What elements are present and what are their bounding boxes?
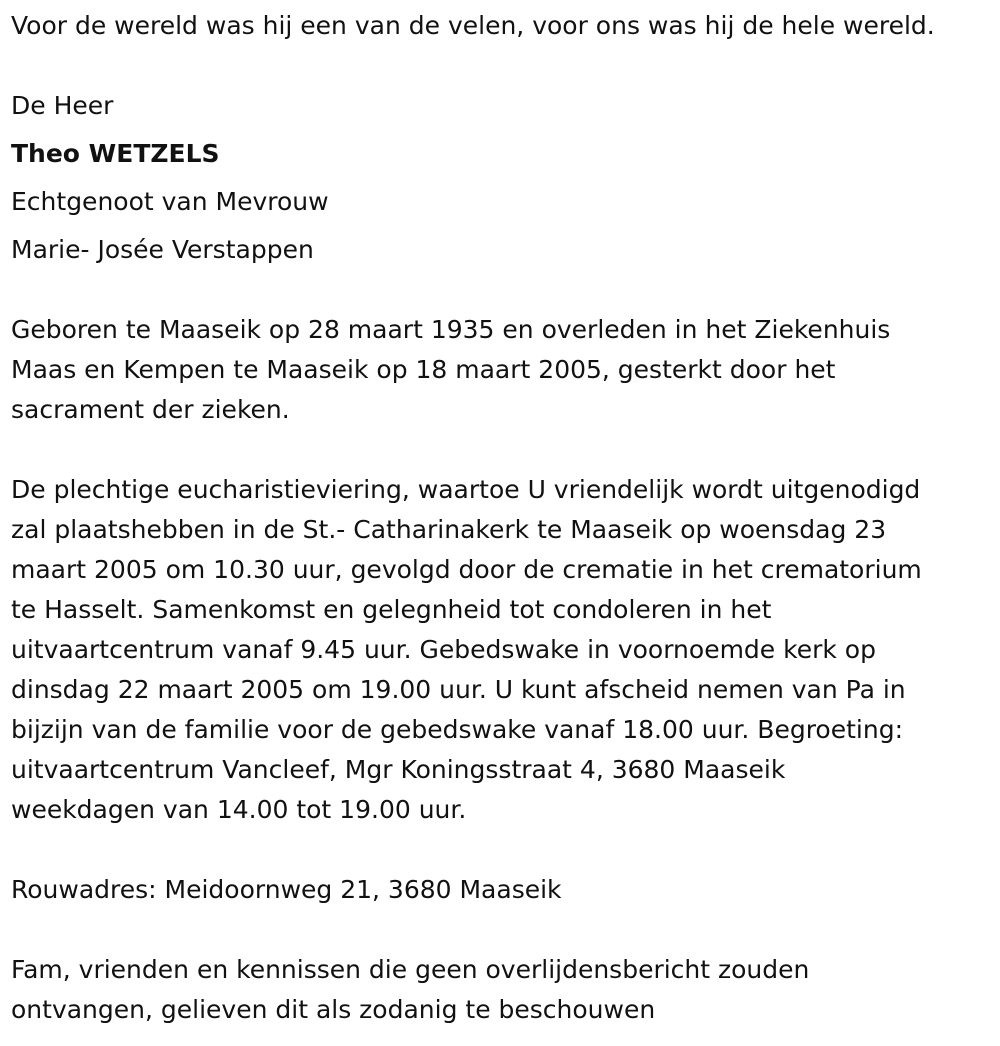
ceremony-line: weekdagen van 14.00 tot 19.00 uur. bbox=[11, 795, 467, 824]
mourning-address: Rouwadres: Meidoornweg 21, 3680 Maaseik bbox=[11, 875, 562, 904]
ceremony-line: De plechtige eucharistieviering, waartoe U vriendelijk wordt uitgenodigd bbox=[11, 475, 921, 504]
deceased-name: Theo WETZELS bbox=[11, 139, 220, 168]
ceremony-line: dinsdag 22 maart 2005 om 19.00 uur. U kunt afscheid nemen van Pa in bbox=[11, 675, 906, 704]
birth-paragraph bbox=[11, 310, 890, 430]
ceremony-line: zal plaatshebben in de St.- Catharinakerk te Maaseik op woensdag 23 bbox=[11, 515, 887, 544]
salutation: De Heer bbox=[11, 91, 114, 120]
birth-line: sacrament der zieken. bbox=[11, 395, 290, 424]
birth-line: Maas en Kempen te Maaseik op 18 maart 2005, gesterkt door het bbox=[11, 355, 836, 384]
ceremony-paragraph bbox=[11, 470, 922, 830]
ceremony-line: uitvaartcentrum vanaf 9.45 uur. Gebedswake in voornoemde kerk op bbox=[11, 635, 876, 664]
ceremony-line: te Hasselt. Samenkomst en gelegnheid tot condoleren in het bbox=[11, 595, 772, 624]
relation-line-2: Marie- Josée Verstappen bbox=[11, 235, 314, 264]
birth-line: Geboren te Maaseik op 28 maart 1935 en overleden in het Ziekenhuis bbox=[11, 315, 891, 344]
ceremony-line: uitvaartcentrum Vancleef, Mgr Koningsstraat 4, 3680 Maaseik bbox=[11, 755, 786, 784]
relation-line-1: Echtgenoot van Mevrouw bbox=[11, 187, 329, 216]
ceremony-line: bijzijn van de familie voor de gebedswake vanaf 18.00 uur. Begroeting: bbox=[11, 715, 903, 744]
closing-line: ontvangen, gelieven dit als zodanig te beschouwen bbox=[11, 995, 656, 1024]
quote-line: Voor de wereld was hij een van de velen, voor ons was hij de hele wereld. bbox=[11, 11, 935, 40]
ceremony-line: maart 2005 om 10.30 uur, gevolgd door de crematie in het crematorium bbox=[11, 555, 922, 584]
closing-line: Fam, vrienden en kennissen die geen overlijdensbericht zouden bbox=[11, 955, 810, 984]
closing-paragraph bbox=[11, 950, 809, 1030]
